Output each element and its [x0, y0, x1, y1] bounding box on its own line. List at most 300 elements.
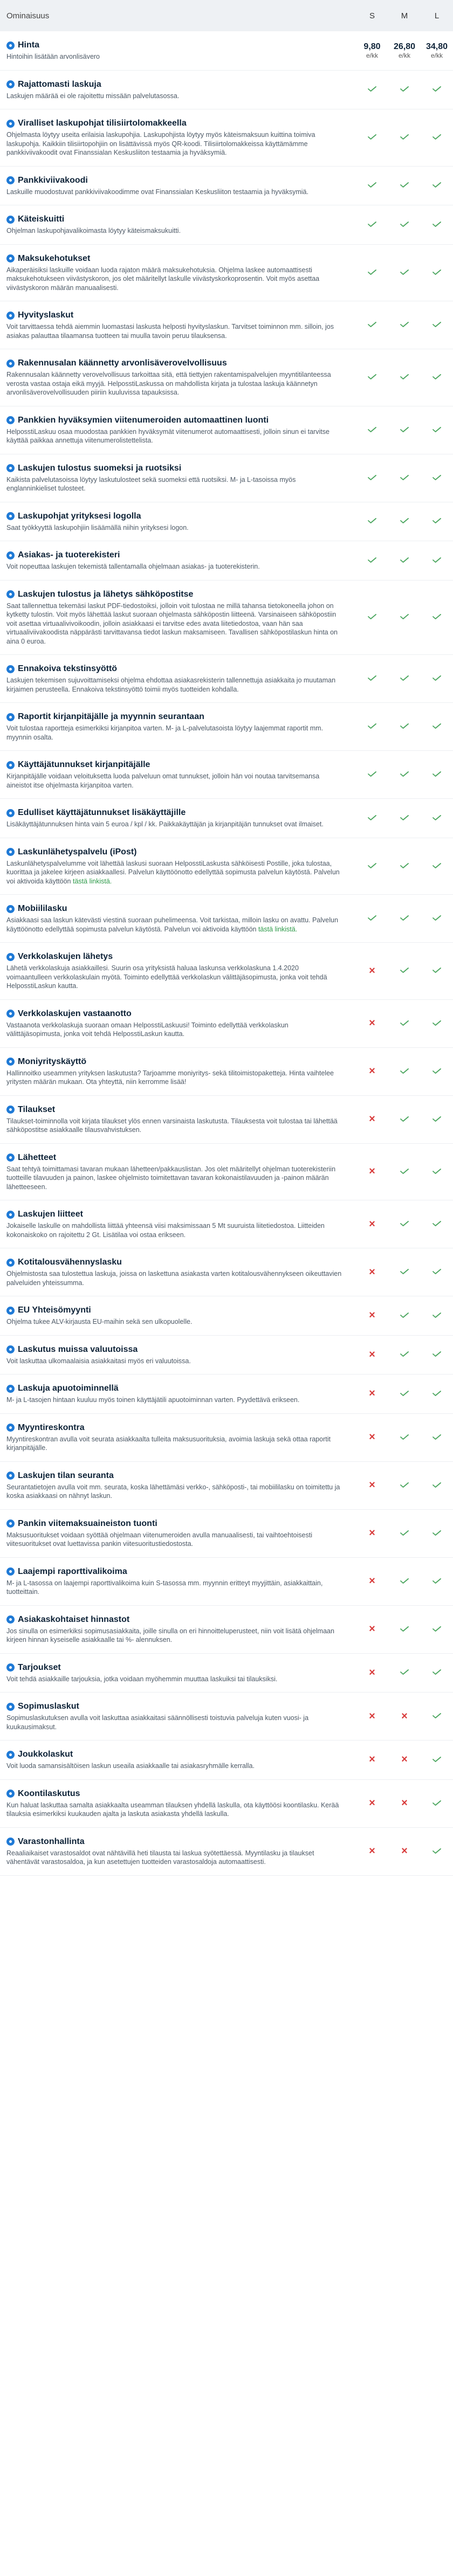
feature-row — [0, 1336, 453, 1375]
check-icon — [368, 815, 376, 820]
plan-cell-m — [388, 1433, 421, 1442]
feature-row — [0, 1558, 453, 1606]
plan-cell-l — [421, 1481, 453, 1490]
feature-description — [6, 676, 345, 694]
feature-description-text: Ohjelmistosta saa tulostettua laskuja, joissa on laskettuna asiakasta varten kotitalousvähennykseen oikeuttavien palveluiden yhteissumma. — [6, 1270, 342, 1287]
plan-cell-l — [421, 1067, 453, 1076]
feature-title-text: Pankkien hyväksymien viitenumeroiden automaattinen luonti — [18, 415, 269, 425]
plan-cell-s — [356, 181, 388, 190]
plan-cell-s — [356, 372, 388, 382]
feature-title-text: Pankin viitemaksuaineiston tuonti — [18, 1518, 157, 1528]
feature-description — [6, 1117, 345, 1135]
check-icon — [433, 1020, 441, 1026]
plan-cell-l — [421, 1625, 453, 1634]
feature-cell — [0, 1056, 356, 1087]
info-icon[interactable] — [6, 1211, 15, 1219]
plan-cell-m — [388, 1529, 421, 1538]
info-icon[interactable] — [6, 1307, 15, 1315]
feature-cell — [0, 1836, 356, 1867]
info-icon[interactable] — [6, 1615, 15, 1624]
feature-title — [6, 1662, 345, 1673]
feature-row — [0, 1462, 453, 1510]
plan-cell-s — [356, 813, 388, 823]
feature-description — [6, 820, 345, 829]
feature-title — [6, 1152, 345, 1163]
plan-cell-l — [421, 1668, 453, 1677]
feature-row — [0, 1510, 453, 1558]
feature-description-text: Voit luoda samansisältöisen laskun useaila asiakkaalle tai asiakasryhmälle kerralla. — [6, 1762, 255, 1770]
info-icon[interactable] — [6, 665, 15, 673]
feature-title — [6, 1788, 345, 1799]
check-icon — [400, 1530, 409, 1536]
feature-description-text: Ohjelman laskupohjavalikoimasta löytyy käteismaksukuitti. — [6, 227, 181, 234]
feature-title — [6, 118, 345, 129]
check-icon — [400, 427, 409, 432]
check-icon — [433, 1068, 441, 1074]
plan-cell-m — [388, 1798, 421, 1809]
plan-header-m: M — [401, 11, 408, 20]
feature-description — [6, 1357, 345, 1366]
check-icon — [400, 771, 409, 777]
plan-header-l: L — [434, 11, 440, 20]
plan-cell-s — [356, 220, 388, 230]
info-icon[interactable] — [6, 761, 15, 769]
feature-description-text: Rakennusalan käännetty verovelvollisuus tarkoittaa sitä, että tiettyjen rakentamispalvelujen myyntitilanteessa verosta vastaa ostaja eikä myyjä. HelposstiLaskussa on mahdollista kirjata ja tulostaa laskuja käännetyn arvonlisäverovelvollisuuden piiriin kuuluvissa tapauksissa. — [6, 371, 331, 396]
plan-cell-m — [388, 1577, 421, 1586]
feature-title-text: Rajattomasti laskuja — [18, 79, 101, 89]
plan-cell-m — [388, 1067, 421, 1076]
check-icon — [400, 134, 409, 140]
feature-description-text: Seurantatietojen avulla voit mm. seurata, koska lähettämäsi verkko-, sähköposti-, tai mobiililasku on toimitettu ja koska asiakkaasi on nähnyt laskun. — [6, 1483, 340, 1500]
plan-cell-s — [356, 516, 388, 526]
feature-row — [0, 703, 453, 751]
check-icon — [400, 1221, 409, 1226]
check-icon — [433, 86, 441, 92]
feature-description-text: Vastaanota verkkolaskuja suoraan omaan HelposstiLaskuusi! Toiminto edellyttää verkkolaskun välittäjäsopimusta, jonka voit tehdä HelposstiLaskun kautta. — [6, 1021, 289, 1038]
info-icon[interactable] — [6, 953, 15, 961]
info-icon[interactable] — [6, 1663, 15, 1672]
check-icon — [368, 86, 376, 92]
plan-cell-s — [356, 320, 388, 330]
feature-description — [6, 1021, 345, 1039]
feature-cell — [0, 1470, 356, 1501]
check-icon — [433, 134, 441, 140]
check-icon — [433, 182, 441, 188]
plan-cell-l — [421, 1115, 453, 1124]
feature-description — [6, 475, 345, 493]
feature-description — [6, 1762, 345, 1771]
feature-description-text: Kirjanpitäjälle voidaan veloituksetta luoda palveluun omat tunnukset, jolloin hän voi noutaa tarvitsemansa aineistot itse ohjelmasta kirjanpitoa varten. — [6, 772, 320, 789]
feature-description — [6, 1627, 345, 1645]
check-icon — [400, 1068, 409, 1074]
feature-row — [0, 1048, 453, 1096]
feature-row — [0, 1000, 453, 1048]
plan-cell-l — [421, 42, 453, 59]
feature-title — [6, 1305, 345, 1316]
check-icon — [400, 614, 409, 619]
feature-description — [6, 322, 345, 340]
plan-cell-m — [388, 1311, 421, 1321]
feature-title-text: Raportit kirjanpitäjälle ja myynnin seurantaan — [18, 712, 204, 721]
check-icon — [433, 1434, 441, 1440]
feature-title-text: Käyttäjätunnukset kirjanpitäjälle — [18, 760, 150, 769]
plan-cell-l — [421, 1755, 453, 1765]
check-icon — [400, 1391, 409, 1396]
plan-cell-m — [388, 861, 421, 871]
feature-title-text: Laskutus muissa valuutoissa — [18, 1344, 138, 1354]
plan-cell-l — [421, 1577, 453, 1586]
check-icon — [433, 614, 441, 619]
feature-description-text: Myyntireskontran avulla voit seurata asiakkaalta tulleita maksusuorituksia, avoimia laskuja sekä ottaa raportit kirjanpitäjälle. — [6, 1435, 331, 1452]
cross-icon: × — [369, 1218, 375, 1230]
info-icon[interactable] — [6, 1838, 15, 1846]
table-header — [0, 0, 453, 31]
plan-cell-s — [356, 1166, 388, 1177]
cross-icon: × — [369, 1666, 375, 1679]
plan-cell-s — [356, 1667, 388, 1679]
feature-description-text: Tilaukset-toiminnolla voit kirjata tilaukset ylös ennen varsinaista laskutusta. Tilauksesta voit tulostaa tai lähettää sähköpostitse asiakkaalle tilausvahvistuksen. — [6, 1117, 338, 1134]
feature-description — [6, 1317, 345, 1327]
plan-cell-l — [421, 268, 453, 278]
feature-title-text: Maksukehotukset — [18, 253, 91, 263]
feature-title-text: Viralliset laskupohjat tilisiirtolomakkeella — [18, 119, 187, 128]
info-icon[interactable] — [6, 312, 15, 320]
cross-icon: × — [369, 1710, 375, 1722]
check-icon — [400, 518, 409, 523]
info-icon[interactable] — [6, 216, 15, 224]
cross-icon: × — [369, 1113, 375, 1125]
feature-title-text: Laskujen tulostus suomeksi ja ruotsiksi — [18, 463, 182, 473]
check-icon — [368, 222, 376, 227]
check-icon — [368, 427, 376, 432]
feature-title-text: Koontilaskutus — [18, 1788, 80, 1798]
plan-cell-l — [421, 770, 453, 779]
check-icon — [433, 1221, 441, 1226]
plan-cell-l — [421, 516, 453, 526]
feature-description — [6, 1221, 345, 1239]
feature-row — [0, 799, 453, 838]
check-icon — [433, 475, 441, 480]
check-icon — [368, 134, 376, 140]
plan-cell-m — [388, 1019, 421, 1028]
info-icon[interactable] — [6, 590, 15, 598]
feature-cell — [0, 1152, 356, 1192]
info-icon[interactable] — [6, 551, 15, 560]
feature-description — [6, 1069, 345, 1087]
feature-title-text: Laskupohjat yrityksesi logolla — [18, 511, 141, 521]
feature-cell — [0, 463, 356, 493]
price-unit: e/kk — [398, 51, 410, 59]
plan-cell-l — [421, 220, 453, 230]
cross-icon: × — [401, 1845, 408, 1857]
feature-description-text: Kaikista palvelutasoissa löytyy laskutulosteet sekä suomeksi että ruotsiksi. M- ja L-tasoissa myös englanninkieliset tulosteet. — [6, 475, 296, 492]
feature-title-text: Verkkolaskujen lähetys — [18, 952, 113, 961]
plan-cell-s — [356, 914, 388, 923]
feature-row — [0, 109, 453, 167]
check-icon — [433, 1530, 441, 1536]
check-icon — [368, 863, 376, 868]
plan-cell-l — [421, 1267, 453, 1277]
feature-row — [0, 205, 453, 245]
plan-cell-s — [356, 965, 388, 977]
feature-title — [6, 1056, 345, 1067]
feature-title — [6, 807, 345, 818]
plan-cell-m — [388, 473, 421, 483]
check-icon — [368, 915, 376, 921]
info-icon[interactable] — [6, 1154, 15, 1162]
check-icon — [433, 1116, 441, 1122]
feature-description-text: Voit nopeuttaa laskujen tekemistä tallentamalla ohjelmaan asiakas- ja tuoterekisterin. — [6, 563, 260, 570]
feature-row — [0, 1414, 453, 1462]
feature-row — [0, 1606, 453, 1654]
feature-title — [6, 175, 345, 186]
feature-title — [6, 1614, 345, 1625]
check-icon — [433, 322, 441, 327]
feature-cell — [0, 589, 356, 646]
feature-description — [6, 1165, 345, 1192]
check-icon — [433, 863, 441, 868]
feature-description — [6, 188, 345, 197]
feature-row — [0, 167, 453, 206]
feature-title — [6, 550, 345, 561]
feature-description-text: Saat työkkyyttä laskupohjiin lisäämällä niihin yrityksesi logon. — [6, 523, 189, 531]
activate-link[interactable]: tästä linkistä. — [73, 877, 112, 885]
feature-title-text: Kotitalousvähennyslasku — [18, 1258, 122, 1267]
check-icon — [433, 723, 441, 729]
feature-row — [0, 1654, 453, 1693]
activate-link[interactable]: tästä linkistä. — [258, 925, 298, 933]
feature-title-text: Tarjoukset — [18, 1662, 61, 1672]
plan-cell-s — [356, 861, 388, 871]
feature-title — [6, 253, 345, 264]
feature-title — [6, 759, 345, 770]
feature-description — [6, 1483, 345, 1501]
plan-cell-s — [356, 1624, 388, 1635]
feature-description-text: M- ja L-tasossa on laajempi raporttivalikoima kuin S-tasossa mm. myynnin eritteyt myyjittäin, asiakkaittain, tuotteittain. — [6, 1579, 323, 1596]
feature-title-text: Laskujen liitteet — [18, 1210, 83, 1219]
plan-cell-l — [421, 133, 453, 142]
feature-cell — [0, 951, 356, 991]
cross-icon: × — [369, 1387, 375, 1400]
feature-row — [0, 943, 453, 1000]
feature-cell — [0, 310, 356, 340]
feature-title — [6, 1383, 345, 1394]
feature-title — [6, 310, 345, 321]
cross-icon: × — [369, 1065, 375, 1077]
info-icon[interactable] — [6, 1751, 15, 1759]
feature-row — [0, 454, 453, 502]
plan-cell-s — [356, 1310, 388, 1321]
feature-column-header: Ominaisuus — [6, 11, 50, 20]
cross-icon: × — [401, 1797, 408, 1809]
info-icon[interactable] — [6, 1385, 15, 1393]
feature-cell — [0, 847, 356, 886]
plan-cell-m — [388, 674, 421, 683]
feature-title — [6, 589, 345, 600]
feature-title — [6, 1422, 345, 1433]
feature-row — [0, 1780, 453, 1828]
check-icon — [368, 475, 376, 480]
info-icon[interactable] — [6, 848, 15, 856]
feature-row — [0, 301, 453, 349]
info-icon[interactable] — [6, 120, 15, 128]
check-icon — [368, 374, 376, 379]
check-icon — [433, 915, 441, 921]
check-icon — [400, 1020, 409, 1026]
info-icon[interactable] — [6, 512, 15, 520]
info-icon[interactable] — [6, 713, 15, 721]
plan-cell-s — [356, 268, 388, 278]
feature-title-text: Verkkolaskujen vastaanotto — [18, 1009, 132, 1018]
check-icon — [400, 675, 409, 681]
feature-cell — [0, 1662, 356, 1684]
info-icon[interactable] — [6, 1567, 15, 1576]
plan-cell-l — [421, 1389, 453, 1399]
feature-cell — [0, 1344, 356, 1366]
feature-description-text: Aikaperäisiksi laskuille voidaan luoda rajaton määrä maksukehotuksia. Ohjelma laskee automaattisesti maksukehotukseen viivästyskoron, jos olet määritellyt laskulle viivästyskorkoprosentin. Voit myös asettaa viivästyskoron määrän manuaalisesti. — [6, 266, 320, 292]
plan-cell-l — [421, 1219, 453, 1229]
check-icon — [400, 1578, 409, 1584]
feature-cell — [0, 1009, 356, 1039]
check-icon — [400, 1669, 409, 1675]
check-icon — [368, 675, 376, 681]
feature-cell — [0, 511, 356, 533]
plan-cell-m — [388, 813, 421, 823]
plan-cell-s — [356, 1066, 388, 1077]
check-icon — [433, 270, 441, 275]
feature-cell — [0, 712, 356, 742]
feature-description-text: Saat tehtyä toimittamasi tavaran mukaan lähetteen/pakkauslistan. Jos olet määritellyt ohjelman tuoterekisteriin tuotteille tilavuuden ja painon, laskee ohjelmisto toimitettavan tavaran kokonaistilavuuden ja -painon määrän lähetteeseen. — [6, 1165, 336, 1191]
feature-row — [0, 349, 453, 406]
feature-title-text: Asiakas- ja tuoterekisteri — [18, 550, 120, 560]
cross-icon: × — [369, 1348, 375, 1360]
check-icon — [433, 1313, 441, 1318]
feature-row — [0, 502, 453, 542]
feature-description-text: Lisäkäyttäjätunnuksen hinta vain 5 euroa / kpl / kk. Paikkakäyttäjän ja kirjanpitäjän tunnukset ovat ilmaiset. — [6, 820, 324, 828]
feature-description — [6, 772, 345, 790]
info-icon[interactable] — [6, 1259, 15, 1267]
plan-cell-s — [356, 1528, 388, 1539]
plan-cell-l — [421, 1799, 453, 1808]
check-icon — [433, 518, 441, 523]
plan-cell-s — [356, 1267, 388, 1278]
info-icon[interactable] — [6, 1472, 15, 1480]
info-icon[interactable] — [6, 1345, 15, 1353]
feature-cell — [0, 1749, 356, 1771]
check-icon — [400, 968, 409, 973]
plan-cell-l — [421, 1350, 453, 1359]
plan-cell-s — [356, 1349, 388, 1360]
check-icon — [368, 771, 376, 777]
feature-description-text: Jokaiselle laskulle on mahdollista liittää yhteensä viisi maksimissaan 5 Mt suuruista liitetiedostoa. Liitteiden kokonaiskoko on rajoitettu 2 Gt. Lisätilaa voi ostaa erikseen. — [6, 1222, 325, 1239]
feature-description-text: Reaaliaikaiset varastosaldot ovat nähtävillä heti tilausta tai laskua syötettäessä. Myyntilasku ja tilaukset vähentävät varastosaldoa, ja kun asetettujen tuotteiden varastosaldoja automaattisesti. — [6, 1849, 314, 1866]
feature-title — [6, 1104, 345, 1115]
feature-description — [6, 1531, 345, 1549]
feature-row — [0, 751, 453, 799]
feature-description-text: Sopimuslaskutuksen avulla voit laskuttaa asiakkaitasi säännöllisesti toistuvia palveluja kuten vuosi- ja kuukausimaksut. — [6, 1714, 309, 1731]
info-icon[interactable] — [6, 176, 15, 184]
feature-description — [6, 1435, 345, 1453]
info-icon[interactable] — [6, 1790, 15, 1798]
info-icon[interactable] — [6, 416, 15, 424]
plan-cell-s — [356, 770, 388, 779]
feature-description-text: Laskujen määrää ei ole rajoitettu missään palvelutasossa. — [6, 92, 180, 100]
feature-title-text: Moniyrityskäyttö — [18, 1056, 87, 1066]
plan-cell-m — [388, 425, 421, 435]
info-icon[interactable] — [6, 1424, 15, 1432]
feature-cell — [0, 1701, 356, 1731]
feature-row — [0, 406, 453, 454]
feature-title-text: Käteiskuitti — [18, 215, 65, 224]
feature-description-text: Lähetä verkkolaskuja asiakkaillesi. Suurin osa yrityksistä haluaa laskunsa verkkolaskuna 1.4.2020 voimaantulleen verkkolaskulain myötä. Toiminto edellyttää verkkolaskun välittäjäsopimusta, jonka voit tehdä HelposstiLaskun kautta. — [6, 964, 327, 990]
feature-cell — [0, 40, 356, 61]
feature-description-text: HelposstiLaskuu osaa muodostaa pankkien hyväksymät viitenumerot automaattisesti, jolloin sinun ei tarvitse käyttää paikkaa annettuja viitenumerolistettelista. — [6, 427, 330, 444]
info-icon[interactable] — [6, 1703, 15, 1711]
check-icon — [400, 182, 409, 188]
info-icon[interactable] — [6, 464, 15, 472]
info-icon[interactable] — [6, 42, 15, 50]
check-icon — [368, 614, 376, 619]
feature-cell — [0, 1305, 356, 1327]
info-icon[interactable] — [6, 80, 15, 88]
info-icon[interactable] — [6, 809, 15, 817]
feature-title — [6, 1836, 345, 1847]
feature-title — [6, 951, 345, 962]
feature-row — [0, 1375, 453, 1414]
plan-cell-m — [388, 1350, 421, 1359]
plan-cell-s — [356, 133, 388, 142]
plan-cell-m — [388, 1711, 421, 1722]
check-icon — [400, 1482, 409, 1488]
plan-cell-s — [356, 1754, 388, 1765]
check-icon — [400, 1269, 409, 1274]
plan-cell-l — [421, 861, 453, 871]
plan-cell-s — [356, 42, 388, 59]
info-icon[interactable] — [6, 360, 15, 368]
info-icon[interactable] — [6, 905, 15, 913]
check-icon — [368, 557, 376, 563]
feature-title-text: Lähetteet — [18, 1152, 57, 1162]
feature-row — [0, 1296, 453, 1336]
cross-icon: × — [369, 1527, 375, 1539]
plan-cell-m — [388, 1846, 421, 1857]
cross-icon: × — [369, 1845, 375, 1857]
check-icon — [400, 222, 409, 227]
feature-cell — [0, 550, 356, 571]
info-icon[interactable] — [6, 1106, 15, 1114]
feature-title — [6, 214, 345, 225]
info-icon[interactable] — [6, 254, 15, 263]
feature-title-text: Sopimuslaskut — [18, 1702, 79, 1711]
plan-cell-l — [421, 1529, 453, 1538]
info-icon[interactable] — [6, 1010, 15, 1018]
feature-cell — [0, 1209, 356, 1239]
check-icon — [400, 322, 409, 327]
plan-cell-l — [421, 556, 453, 565]
info-icon[interactable] — [6, 1520, 15, 1528]
feature-cell — [0, 79, 356, 101]
plan-cell-l — [421, 1711, 453, 1721]
plan-cell-l — [421, 674, 453, 683]
feature-row — [0, 1144, 453, 1201]
info-icon[interactable] — [6, 1058, 15, 1066]
feature-title — [6, 511, 345, 522]
feature-cell — [0, 759, 356, 790]
feature-description-text: Voit tarvittaessa tehdä aiemmin luomastasi laskusta helposti hyvityslaskun. Tarvitset toiminnon mm. silloin, jos asiakas palauttaa tilaamansa tuotteen tai muulla tavoin peruu tilauksensa. — [6, 323, 334, 340]
feature-description — [6, 130, 345, 157]
plan-cell-m — [388, 722, 421, 731]
feature-description-text: Laskuille muodostuvat pankkiviivakoodimme ovat Finanssialan Keskusliiton testaamia ja hyväksymiä. — [6, 188, 308, 196]
